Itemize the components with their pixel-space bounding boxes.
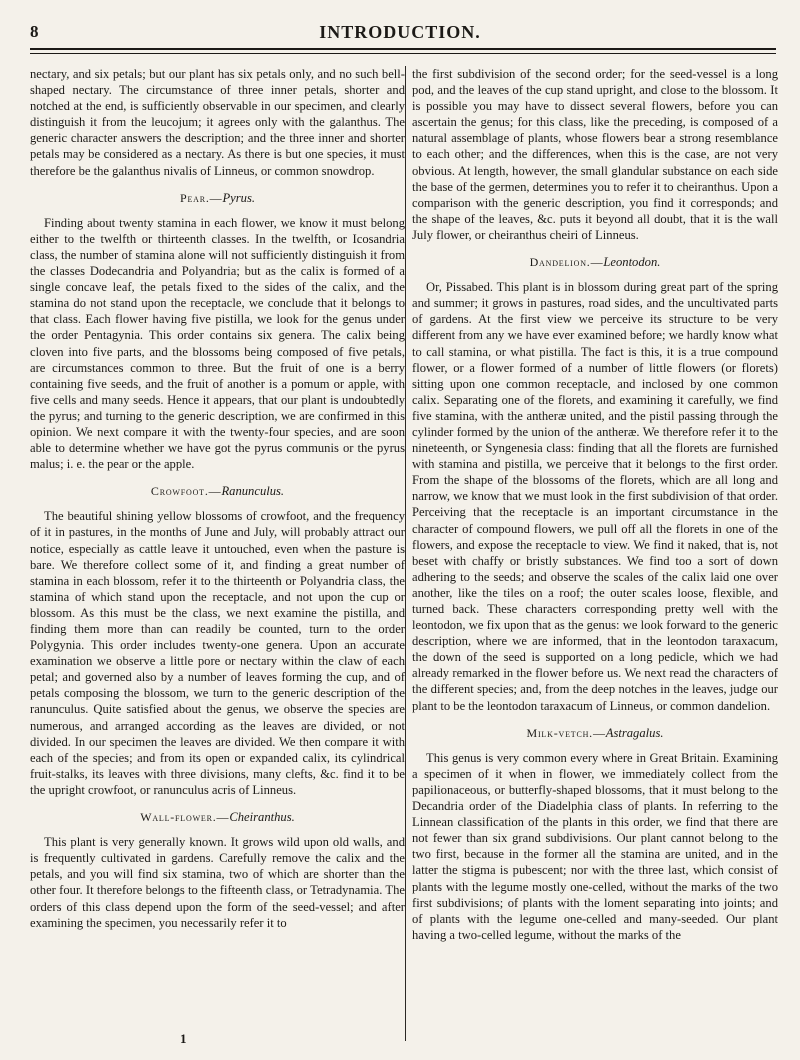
heading-latin-name: Astragalus. xyxy=(605,725,664,740)
header-rule-thick xyxy=(30,48,776,50)
heading-latin-name: Pyrus. xyxy=(222,190,255,205)
heading-common-name: Wall-flower.— xyxy=(140,810,230,825)
running-title: INTRODUCTION. xyxy=(319,22,481,42)
section-heading-wallflower xyxy=(30,809,405,825)
section-heading-crowfoot xyxy=(30,483,405,499)
signature-mark: 1 xyxy=(180,1031,187,1046)
heading-latin-name: Leontodon. xyxy=(603,255,661,270)
paragraph-pear: Finding about twenty stamina in each flower, we know it must belong either to the twelfth or thirteenth classes. In the twelfth, or Icosandria class, the number of stamina alone will not sufficiently distinguish it from the classes Dodecandria and Polyandria; but as the calix is formed of a single concave leaf, the petals fixed to the sides of the calix, and the stamina do not stand upon the receptacle, we conclude that it belongs to that class. Each flower having five pistilla, we look for the genus under the order Pentagynia. This order contains six genera. The calix being cloven into five parts, and the blossoms being composed of five petals, are circumstances common to three. But the fruit of one is a berry containing five seeds, and the fruit of another is a pomum or apple, with five cells and many seeds. Hence it appears, that our plant is undoubtedly the pyrus; and turning to the generic description, we are confirmed in this opinion. We next compare it with the twenty-four species, and are soon able to determine whether we have got the pyrus communis or the pyrus malus; i. e. the pear or the apple. xyxy=(30,215,405,472)
header-rule-thin xyxy=(30,53,776,54)
paragraph-wallflower-continued: the first subdivision of the second order; for the seed-vessel is a long pod, and the leaves of the cup stand upright, and close to the blossom. It is possible you may have to dissect several flowers, before you can ascertain the genus; for this class, like the preceding, is composed of a natural assemblage of plants, whose flowers bear a strong resemblance to each other; and the differences, when this is the case, are not very obvious. At length, however, the small glandular substance on each side the base of the germen, determines you to refer it to cheiranthus. Upon a comparison with the generic description, you find it corresponds; and the shape of the leaves, &c. puts it beyond all doubt, that it is the wall July flower, or cheiranthus cheiri of Linneus. xyxy=(412,67,778,242)
section-heading-milkvetch xyxy=(412,725,778,741)
paragraph-milkvetch: This genus is very common every where in Great Britain. Examining a specimen of it when in flower, we immediately collect from the papilionaceous, or butterfly-shaped blossoms, that it must belong to the Decandria order of the Diadelphia class of plants. In referring to the Linnean classification of the plants in this order, we find that there are not fewer than six grand subdivisions. Our plant cannot belong to the two first, because in the former all the stamina are united, and in the latter the stigma is pubescent; nor with the three last, which consist of plants with the legume mostly one-celled, without the marks of the two first subdivisions; of plants with the loment separating into joints; and of plants with the legume one-celled and many-seeded. Our plant having a two-celled legume, without the marks of the xyxy=(412,750,778,942)
right-column xyxy=(412,66,778,1046)
heading-common-name: Dandelion.— xyxy=(529,255,604,270)
heading-latin-name: Ranunculus. xyxy=(221,484,285,499)
section-heading-dandelion xyxy=(412,254,778,270)
paragraph-crowfoot: The beautiful shining yellow blossoms of crowfoot, and the frequency of it in pastures, in the months of June and July, will probably attract our notice, especially as cattle leave it untouched, even when the pasture is bare. We therefore collect some of it, and finding a great number of stamina in each blossom, refer it to the thirteenth or Polyandria class, the stamina of which stand upon the receptacle, and not upon the cup or blossom. As this must be the class, we next examine the pistilla, and finding them more than can readily be counted, turn to the order Polygynia. This order includes twenty-one genera. Upon an accurate examination we observe a little pore or nectary within the claw of each petal; and governed also by a number of leaves forming the cup, and of petals composing the blossom, we turn to the generic description of the ranunculus. Quite satisfied about the genus, we observe the species are numerous, and arranged according as the leaves are divided, or not divided. In our specimen the leaves are divided. We then compare it with each of the species; and from its open or expanded calix, its cylindrical fruit-stalks, its leaves with three divisions, many clefts, &c. find it to be the upright crowfoot, or ranunculus acris of Linneus. xyxy=(30,509,405,797)
paragraph-wallflower: This plant is very generally known. It grows wild upon old walls, and is frequently cultivated in gardens. Carefully remove the calix and the petals, and you will find six stamina, two of which are shorter than the other four. It therefore belongs to the fifteenth class, or Tetradynamia. The orders of this class depend upon the form of the seed-vessel; and after examining the specimen, you necessarily refer it to xyxy=(30,835,405,930)
paragraph-nectary: nectary, and six petals; but our plant has six petals only, and no such bell-shaped nectary. The circumstance of three inner petals, shorter and notched at the end, is sufficiently observable in our specimen, and clearly distinguish it from the leucojum; it agrees only with the galanthus. The generic character answers the description; and the three inner and shorter petals may be considered as a nectary. As there is but one species, it must therefore be the galanthus nivalis of Linneus, or common snowdrop. xyxy=(30,67,405,178)
heading-common-name: Milk-vetch.— xyxy=(526,725,606,740)
heading-latin-name: Cheiranthus. xyxy=(229,810,295,825)
section-heading-pear xyxy=(30,190,405,206)
heading-common-name: Pear.— xyxy=(179,190,223,205)
paragraph-dandelion: Or, Pissabed. This plant is in blossom during great part of the spring and summer; it grows in pastures, road sides, and the uncultivated parts of gardens. At the first view we perceive its structure to be very different from any we have ever examined before; we hardly know what to call stamina, or what pistilla. The fact is this, it is a true compound flower, or a flower formed of a number of little flowers (or florets) sitting upon one common receptacle, and inclosed by one common calix. Separating one of the florets, and examining it carefully, we find five stamina, with the antheræ united, and the pistil passing through the cylinder formed by the union of the antheræ. We therefore refer it to the nineteenth, or Syngenesia class: finding that all the florets are furnished with stamina and pistilla, we perceive that it belongs to the first order. From the shape of the blossoms of the florets, which are all long and narrow, we know that we must look in the first subdivision of that order. Perceiving that the receptacle is an important circumstance in the character of compound flowers, we pull off all the florets in one of the flowers, and expose the receptacle to view. We find it naked, that is, not beset with chaffy or bristly substances. We find too a sort of down adhering to the seeds; and observe the scales of the calix laid one over another, like the tiles on a roof; the outer scales loose, flexible, and turned back. These characters corresponding pretty well with the leontodon, we fix upon that as the genus: we look forward to the generic description, where we are informed, that in the leontodon taraxacum, the down of the seed is supported on a long pedicle, which we had already remarked in the flower before us. We next read the characters of the different species; and, from the deep notches in the leaves, judge our plant to be the leontodon taraxacum of Linneus, or common dandelion. xyxy=(412,280,778,713)
column-divider xyxy=(405,66,406,1041)
left-column xyxy=(30,66,405,1046)
heading-common-name: Crowfoot.— xyxy=(150,484,222,499)
page-number: 8 xyxy=(30,22,39,41)
